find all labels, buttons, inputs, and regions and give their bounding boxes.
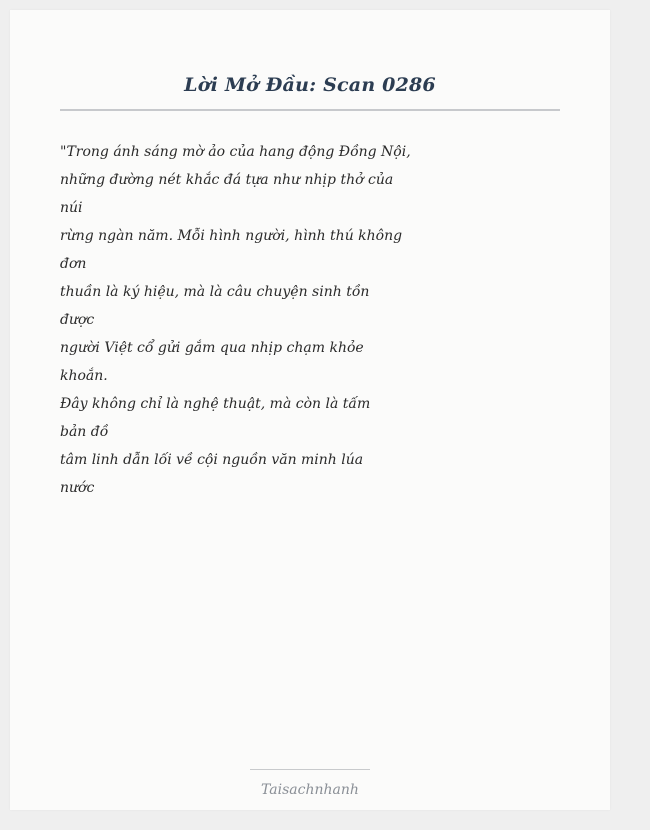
title-divider bbox=[60, 109, 560, 111]
text-line: những đường nét khắc đá tựa như nhịp thở của bbox=[60, 172, 394, 188]
text-line: núi bbox=[60, 200, 83, 216]
text-line: tâm linh dẫn lối về cội nguồn văn minh lúa bbox=[60, 452, 364, 468]
text-line: bản đồ bbox=[60, 424, 109, 440]
text-line: đơn bbox=[60, 256, 87, 272]
page-title: Lời Mở Đầu: Scan 0286 bbox=[184, 74, 436, 96]
footer-source: Taisachnhanh bbox=[261, 782, 359, 798]
text-line: khoắn. bbox=[60, 368, 108, 384]
document-page bbox=[10, 10, 610, 810]
footer-divider bbox=[250, 769, 370, 770]
text-line: người Việt cổ gửi gắm qua nhịp chạm khỏe bbox=[60, 340, 364, 356]
text-line: thuần là ký hiệu, mà là câu chuyện sinh tồn bbox=[60, 284, 370, 300]
text-line: "Trong ánh sáng mờ ảo của hang động Đồng Nội, bbox=[60, 144, 411, 160]
text-line: Đây không chỉ là nghệ thuật, mà còn là tấm bbox=[60, 396, 371, 412]
text-line: được bbox=[60, 312, 95, 328]
body-text bbox=[60, 138, 411, 502]
text-line: rừng ngàn năm. Mỗi hình người, hình thú không bbox=[60, 228, 403, 244]
text-line: nước bbox=[60, 480, 95, 496]
